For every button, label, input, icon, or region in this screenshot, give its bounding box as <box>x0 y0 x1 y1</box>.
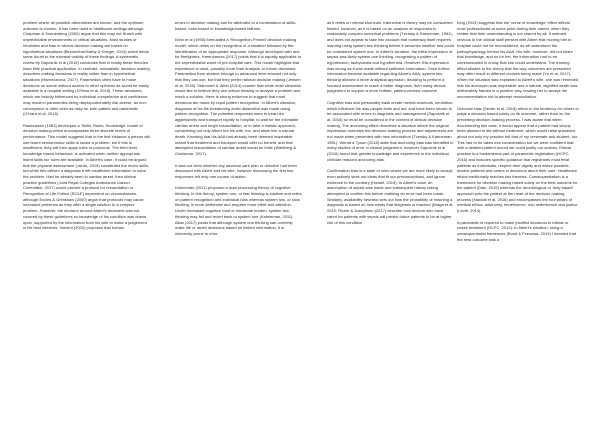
paragraph: Rasmussen (1983) developed a 'Skills, Rules, Knowledge' model of decision making which encompasses three discrete levels of performance. This model suggests that in the first instance a person will use learnt sensorimotor skills to tackle a problem, but if this is insufficient, they will then apply rules or protocols. The third level, knowledge based behaviour, is activated when neither appropriate learnt skills nor rules are available. In Albert's case, it could be argued that the physical assessment (Jarvis, 2015) constituted the motor skills, but while this offered a diagnosis it left insufficient information to solve the problem. Had he already been in cardiac arrest, then clinical practice guidelines (Joint Royal Colleges Ambulance Liaison Committee, 2017) would provide a protocol for resuscitation or Recognition of Life Extinct (ROLE) dependent on circumstances, although Eccles & Grimshaw (2000) argue that protocols may cause increased problems as they offer a single solution to a complex problem. However, the decision around Albert's treatment was not covered by these guidelines so knowledge of his condition was drawn upon, supported by the information from his wife to make a judgement in his best interests. Vincent (2002) proposes that human <box>23 122 150 231</box>
paragraph: Confirmation bias is a state of mind where we are more likely to accept, even actively seek out ideas that fit our preconceptions, and ignore evidence to the contrary (Howell, 2019). In Albert's case, an assumption of sepsis was made and subsequent history taking attempted to confirm this before realising an error had been made. Similarly, availability heuristic sets out how the probability of reaching a diagnosis is based on how easily that diagnosis is reached (Braga et al, 2015; Richie & Josephson (2017) describe how doctors who have cared for patients with sepsis will predict future patients to be at higher risk of this condition. <box>327 168 454 225</box>
paragraph: as it relies on mental shortcuts. Kahneman's theory may be considered flawed, however, as it is based on an analysis of responses to reasonably complex numerical problems (Tversky & Kahneman, 1981), and does not appear to take into account that numeracy itself requires learning using system two thinking before it becomes intuitive and could be considered system one. In Albert's situation, the initial impression of sepsis was likely system one thinking, recognising a pattern of hypotension, tachycardia and hypothermia. However, this impression was wrong as it was made without sufficient information. Once further information became available regarding Albert's AAA, system two thinking allowed a more analytical approach, deciding to perform a focused assessment to reach a better diagnosis, then using clinical judgement to support a more holistic, patient-centred outcome. <box>327 20 454 94</box>
paragraph: Klein et al (1993) formulated a 'Recognition-Primed' decision making model, which relies on the recognition of a situation followed by the identification of an appropriate response. Although developed with and for firefighters, Harenčarova (2017) posits that it is equally applicable to the unpredictable world of pre-hospital care. This model highlights that experience is used, possibly more than analysis, to inform decisions. Paramedics from student through to advanced level showed not only that they can use, but that they prefer rational decision making (Jensen et al, 2016). Stanovich & West (2014) counter that while most clinicians would like to believe they use critical thinking to analyse a problem and reach a solution, there is strong evidence to suggest that most decisions are made by rapid pattern recognition. In Albert's situation, diagnosis of his life-threatening aortic dissection was made using pattern recognition. The potential responses were to treat him aggressively and transport rapidly to hospital; to wait for the inevitable cardiac arrest and begin resuscitation; or to take a holistic approach, considering not only Albert but his wife, too, and allow him a natural death. Knowing that his AAA had already been deemed inoperable meant that treatment and transport would offer no benefit, and that attempted resuscitation of cardiac arrest would be futile (Wahlberg & Goldstone, 2017). <box>175 37 302 157</box>
paragraph: errors in decision making can be attributed to a combination of skills-based, rules-based or knowledge-based failures. <box>175 20 297 31</box>
paragraph: problem where all possible alternatives are known, and the optimum outcome is chosen. It has been used in healthcare settings although Chapman & Sonnenberg (2000) argue that this may not fit well with unpredictable environments or critical situations. Most studies of heuristics and bias in clinical decision making are based on hypothetical situations (Blumenthal-Barby & Krieger, 2014) which lends some doubt to the external validity of these findings. A systematic review by Saposnik et al (2016) concludes that in reality these theories have little practical application. In contrast, 'naturalistic' decision making describes making decisions in reality rather than in hypothetical situations (Harenčarova, 2017). Paramedics often have to make decisions on scene without access to other opinions as would be easily available in a hospital setting (O'Hara et al, 2015). These decisions, which are heavily influenced by individual competence and confidence, may result in paramedics being disproportionately risk averse, as non-conveyance is often seen as risky for both patient and paramedic (O'Hara et al, 2015). <box>23 20 150 117</box>
paragraph: It was not clear whether any advance care plan or directive had been discussed with Albert and his wife, however discussing the first two responses left only one course of action. <box>175 162 298 179</box>
paragraph: Kahneman (2011) proposed a dual processing theory of cognitive thinking. In this theory, system one, or fast thinking is intuitive and relies on pattern recognition and individual bias whereas system two, or slow thinking, is more deliberate and requires more effort and attention. Under increased cognitive load or emotional burden, system two thinking may fail and revert back to system one (Kahneman, 2011). Allan (2017) posits that although system one thinking can correctly make life or death decisions based on limited information, it is inherently prone to error <box>175 185 302 236</box>
paragraph: King (2019) suggests that the 'curse of knowledge' effect affects most professionals at some point during their career, when they realise that their understanding is not shared by all. It seemed obvious to the clinical staff present with Albert that moving him to hospital could not be reconsidered, as all understood the pathophysiology behind his AAA. His wife, however, did not share that knowledge, and so for her, the information had to be communicated in a way that she could understand. The framing effect alludes to the theory that the way outcomes are presented may often result in different choices being made (Yu et al, 2017). When the situation was explained to Albert's wife, she was reminded that his aneurysm was inoperable and a natural, dignified death was deliberately framed in a positive way, leading her to accept the recommendation not to attempt resuscitation. <box>457 20 579 100</box>
text-column-4 <box>457 20 579 416</box>
text-column-3 <box>327 20 454 416</box>
paragraph: A paramedic is required to make justified decisions to initiate or cease treatment (HCPC, 2014). In Albert's situation, using a consequentialist framework (Bond & Feenzwa, 2019) I decided that the best outcome was a <box>457 219 576 242</box>
text-column-2 <box>175 20 302 416</box>
paragraph: Outcome bias (Sevier et al, 2018) refers to the tendency for others to judge a decision based solely on its outcome, rather than on the preceding decision-making process. I was aware that when documenting this case, it would appear that a patient had simply been allowed to die without treatment, which would raise questions about not only my practice but that of my crewmate and student, too. This had to be taken into consideration but we were confident that with a detailed patient record we could justify our actions. Ethical practice is a fundamental part of paramedic registration (HCPC, 2016) and includes specific guidance that registrants must treat patients as individuals, respect their dignity and where possible, involve patients and carers in decisions about their care. Healthcare ethics traditionally teaches two theories. Consequentialism is a framework for decision making based solely on the best outcome for the patient (Dale, 2019) whereas the deontological or 'duty based' approach puts the patient at the heart of the decision making process (Mandal et al, 2016) and encompasses the four pillars of medical ethics: autonomy, beneficence, non-maleficence and justice (Levitt, 2014). <box>457 105 579 214</box>
paragraph: Cognitive bias and personality traits create mental shortcuts, heuristics, which influence the way people think and act, and have been shown to be associated with errors in diagnosis and management (Saposnik et al, 2016) so must be considered in the context of clinical decision making. The anchoring effect describes a situation where the original impression overrides the decision-making process and adjustments are not made when presented with new information (Tversky & Kahneman 1981). Wendt & Tyson (2018) state that anchoring bias was identified in many studies of error in clinical judgement, however Saposnik et al (2016) found that greater knowledge and experience in the individual clinician reduced anchoring bias. <box>327 99 454 162</box>
text-column-1 <box>23 20 150 416</box>
